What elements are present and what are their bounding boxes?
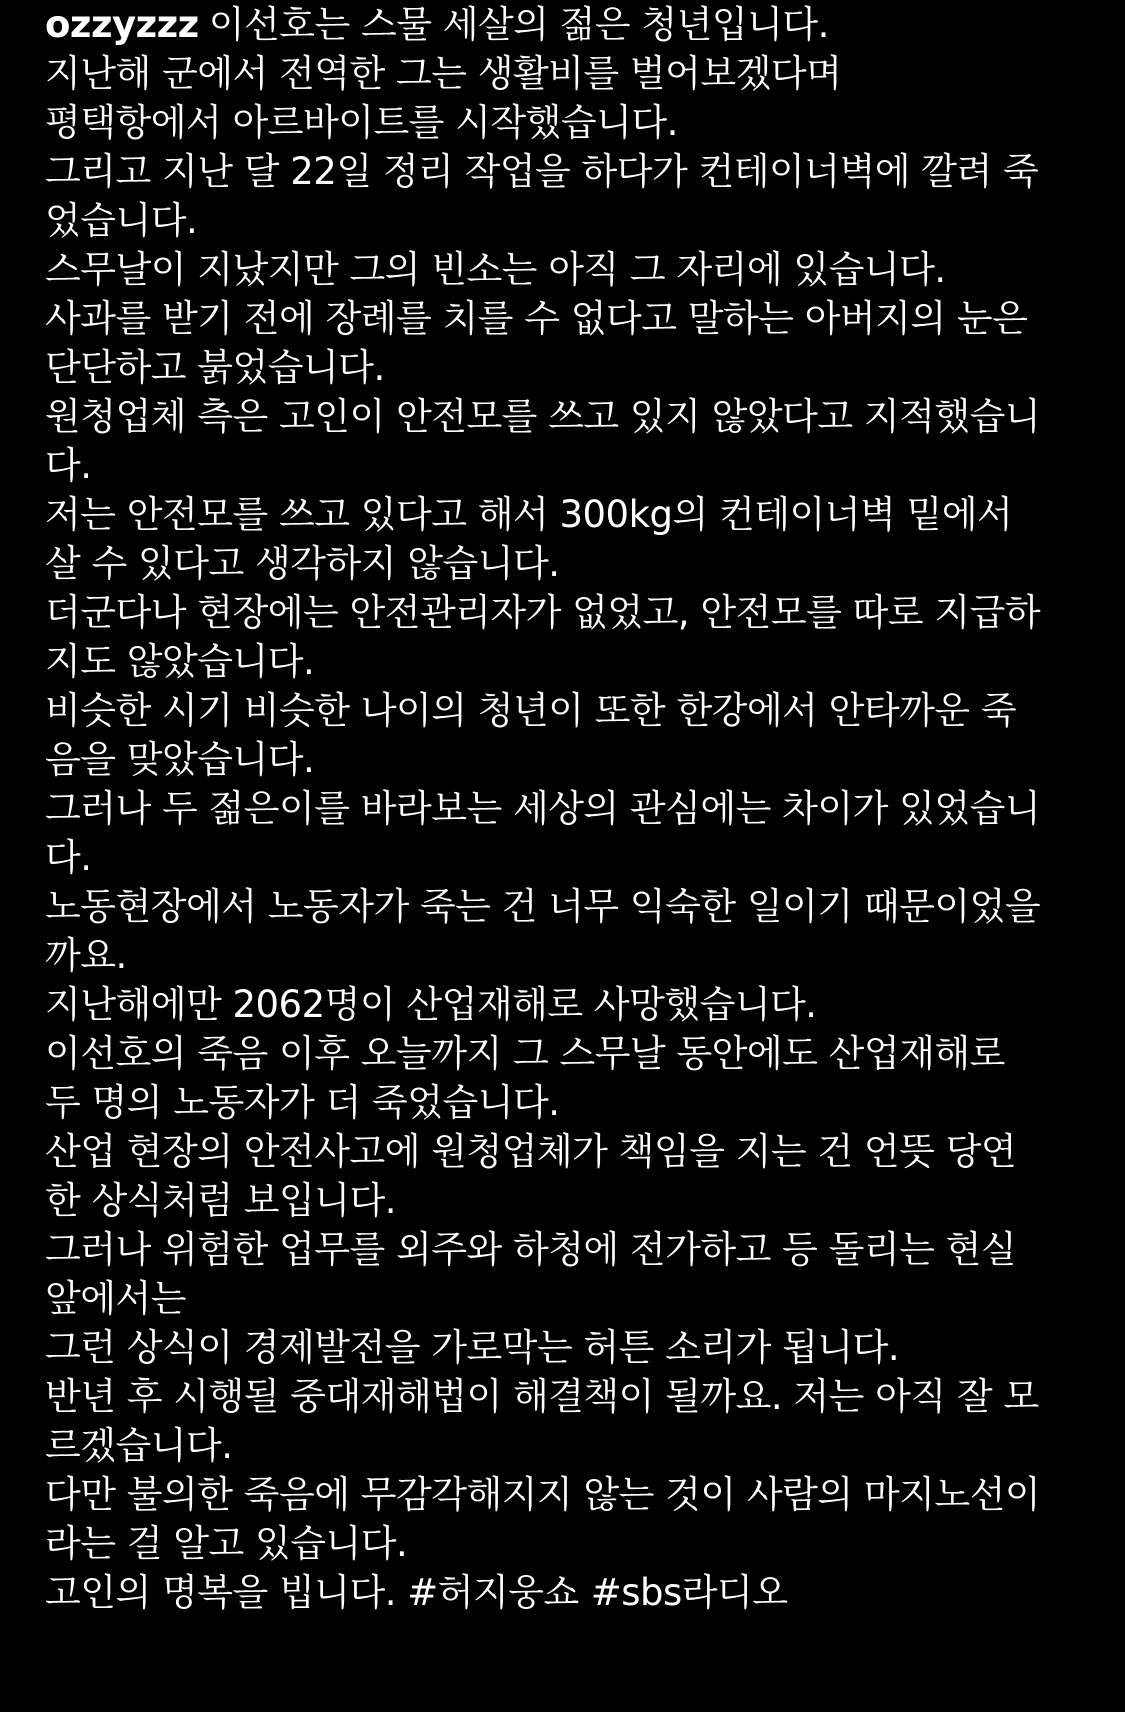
caption-line: 스무날이 지났지만 그의 빈소는 아직 그 자리에 있습니다. [45, 248, 946, 291]
caption-line: 이선호의 죽음 이후 오늘까지 그 스무날 동안에도 산업재해로 [45, 1032, 1005, 1075]
caption-line: 었습니다. [45, 199, 198, 242]
caption-line: 지도 않았습니다. [45, 640, 315, 683]
caption-text: 이선호는 스물 세살의 젊은 청년입니다. [208, 3, 829, 46]
caption-line: 라는 걸 알고 있습니다. [45, 1522, 408, 1565]
username-link[interactable]: ozzyzzz [45, 3, 199, 46]
caption-last-line [45, 1568, 1085, 1617]
caption-line: 그리고 지난 달 22일 정리 작업을 하다가 컨테이너벽에 깔려 죽 [45, 150, 1039, 193]
caption-line: 더군다나 현장에는 안전관리자가 없었고, 안전모를 따로 지급하 [45, 591, 1041, 634]
caption-line: 비슷한 시기 비슷한 나이의 청년이 또한 한강에서 안타까운 죽 [45, 689, 1017, 732]
post-caption [45, 0, 1085, 1617]
caption-line: 그러나 위험한 업무를 외주와 하청에 전가하고 등 돌리는 현실 [45, 1228, 1017, 1271]
caption-text: 고인의 명복을 빕니다. [45, 1571, 396, 1614]
caption-line: 두 명의 노동자가 더 죽었습니다. [45, 1081, 560, 1124]
caption-line: 르겠습니다. [45, 1424, 233, 1467]
caption-line: 노동현장에서 노동자가 죽는 건 너무 익숙한 일이기 때문이었을 [45, 885, 1041, 928]
hashtag-link[interactable]: #sbs라디오 [590, 1571, 788, 1614]
caption-line: 살 수 있다고 생각하지 않습니다. [45, 542, 560, 585]
caption-line: 앞에서는 [45, 1277, 186, 1320]
hashtag-link[interactable]: #허지웅쇼 [407, 1571, 579, 1614]
caption-line: 그러나 두 젊은이를 바라보는 세상의 관심에는 차이가 있었습니 [45, 787, 1041, 830]
caption-line: 지난해에만 2062명이 산업재해로 사망했습니다. [45, 983, 817, 1026]
caption-line: 그런 상식이 경제발전을 가로막는 허튼 소리가 됩니다. [45, 1326, 900, 1369]
caption-body [45, 49, 1085, 1568]
caption-line: 단단하고 붉었습니다. [45, 346, 385, 389]
caption-line: 지난해 군에서 전역한 그는 생활비를 벌어보겠다며 [45, 52, 842, 95]
caption-first-line [45, 0, 1085, 49]
caption-line: 산업 현장의 안전사고에 원청업체가 책임을 지는 건 언뜻 당연 [45, 1130, 1017, 1173]
caption-line: 한 상식처럼 보입니다. [45, 1179, 396, 1222]
caption-line: 까요. [45, 934, 127, 977]
caption-line: 평택항에서 아르바이트를 시작했습니다. [45, 101, 678, 144]
caption-line: 사과를 받기 전에 장례를 치를 수 없다고 말하는 아버지의 눈은 [45, 297, 1028, 340]
caption-line: 다. [45, 836, 92, 879]
caption-line: 다만 불의한 죽음에 무감각해지지 않는 것이 사람의 마지노선이 [45, 1473, 1041, 1516]
caption-line: 저는 안전모를 쓰고 있다고 해서 300kg의 컨테이너벽 밑에서 [45, 493, 1013, 536]
caption-line: 반년 후 시행될 중대재해법이 해결책이 될까요. 저는 아직 잘 모 [45, 1375, 1039, 1418]
caption-line: 다. [45, 444, 92, 487]
caption-line: 음을 맞았습니다. [45, 738, 315, 781]
caption-line: 원청업체 측은 고인이 안전모를 쓰고 있지 않았다고 지적했습니 [45, 395, 1041, 438]
